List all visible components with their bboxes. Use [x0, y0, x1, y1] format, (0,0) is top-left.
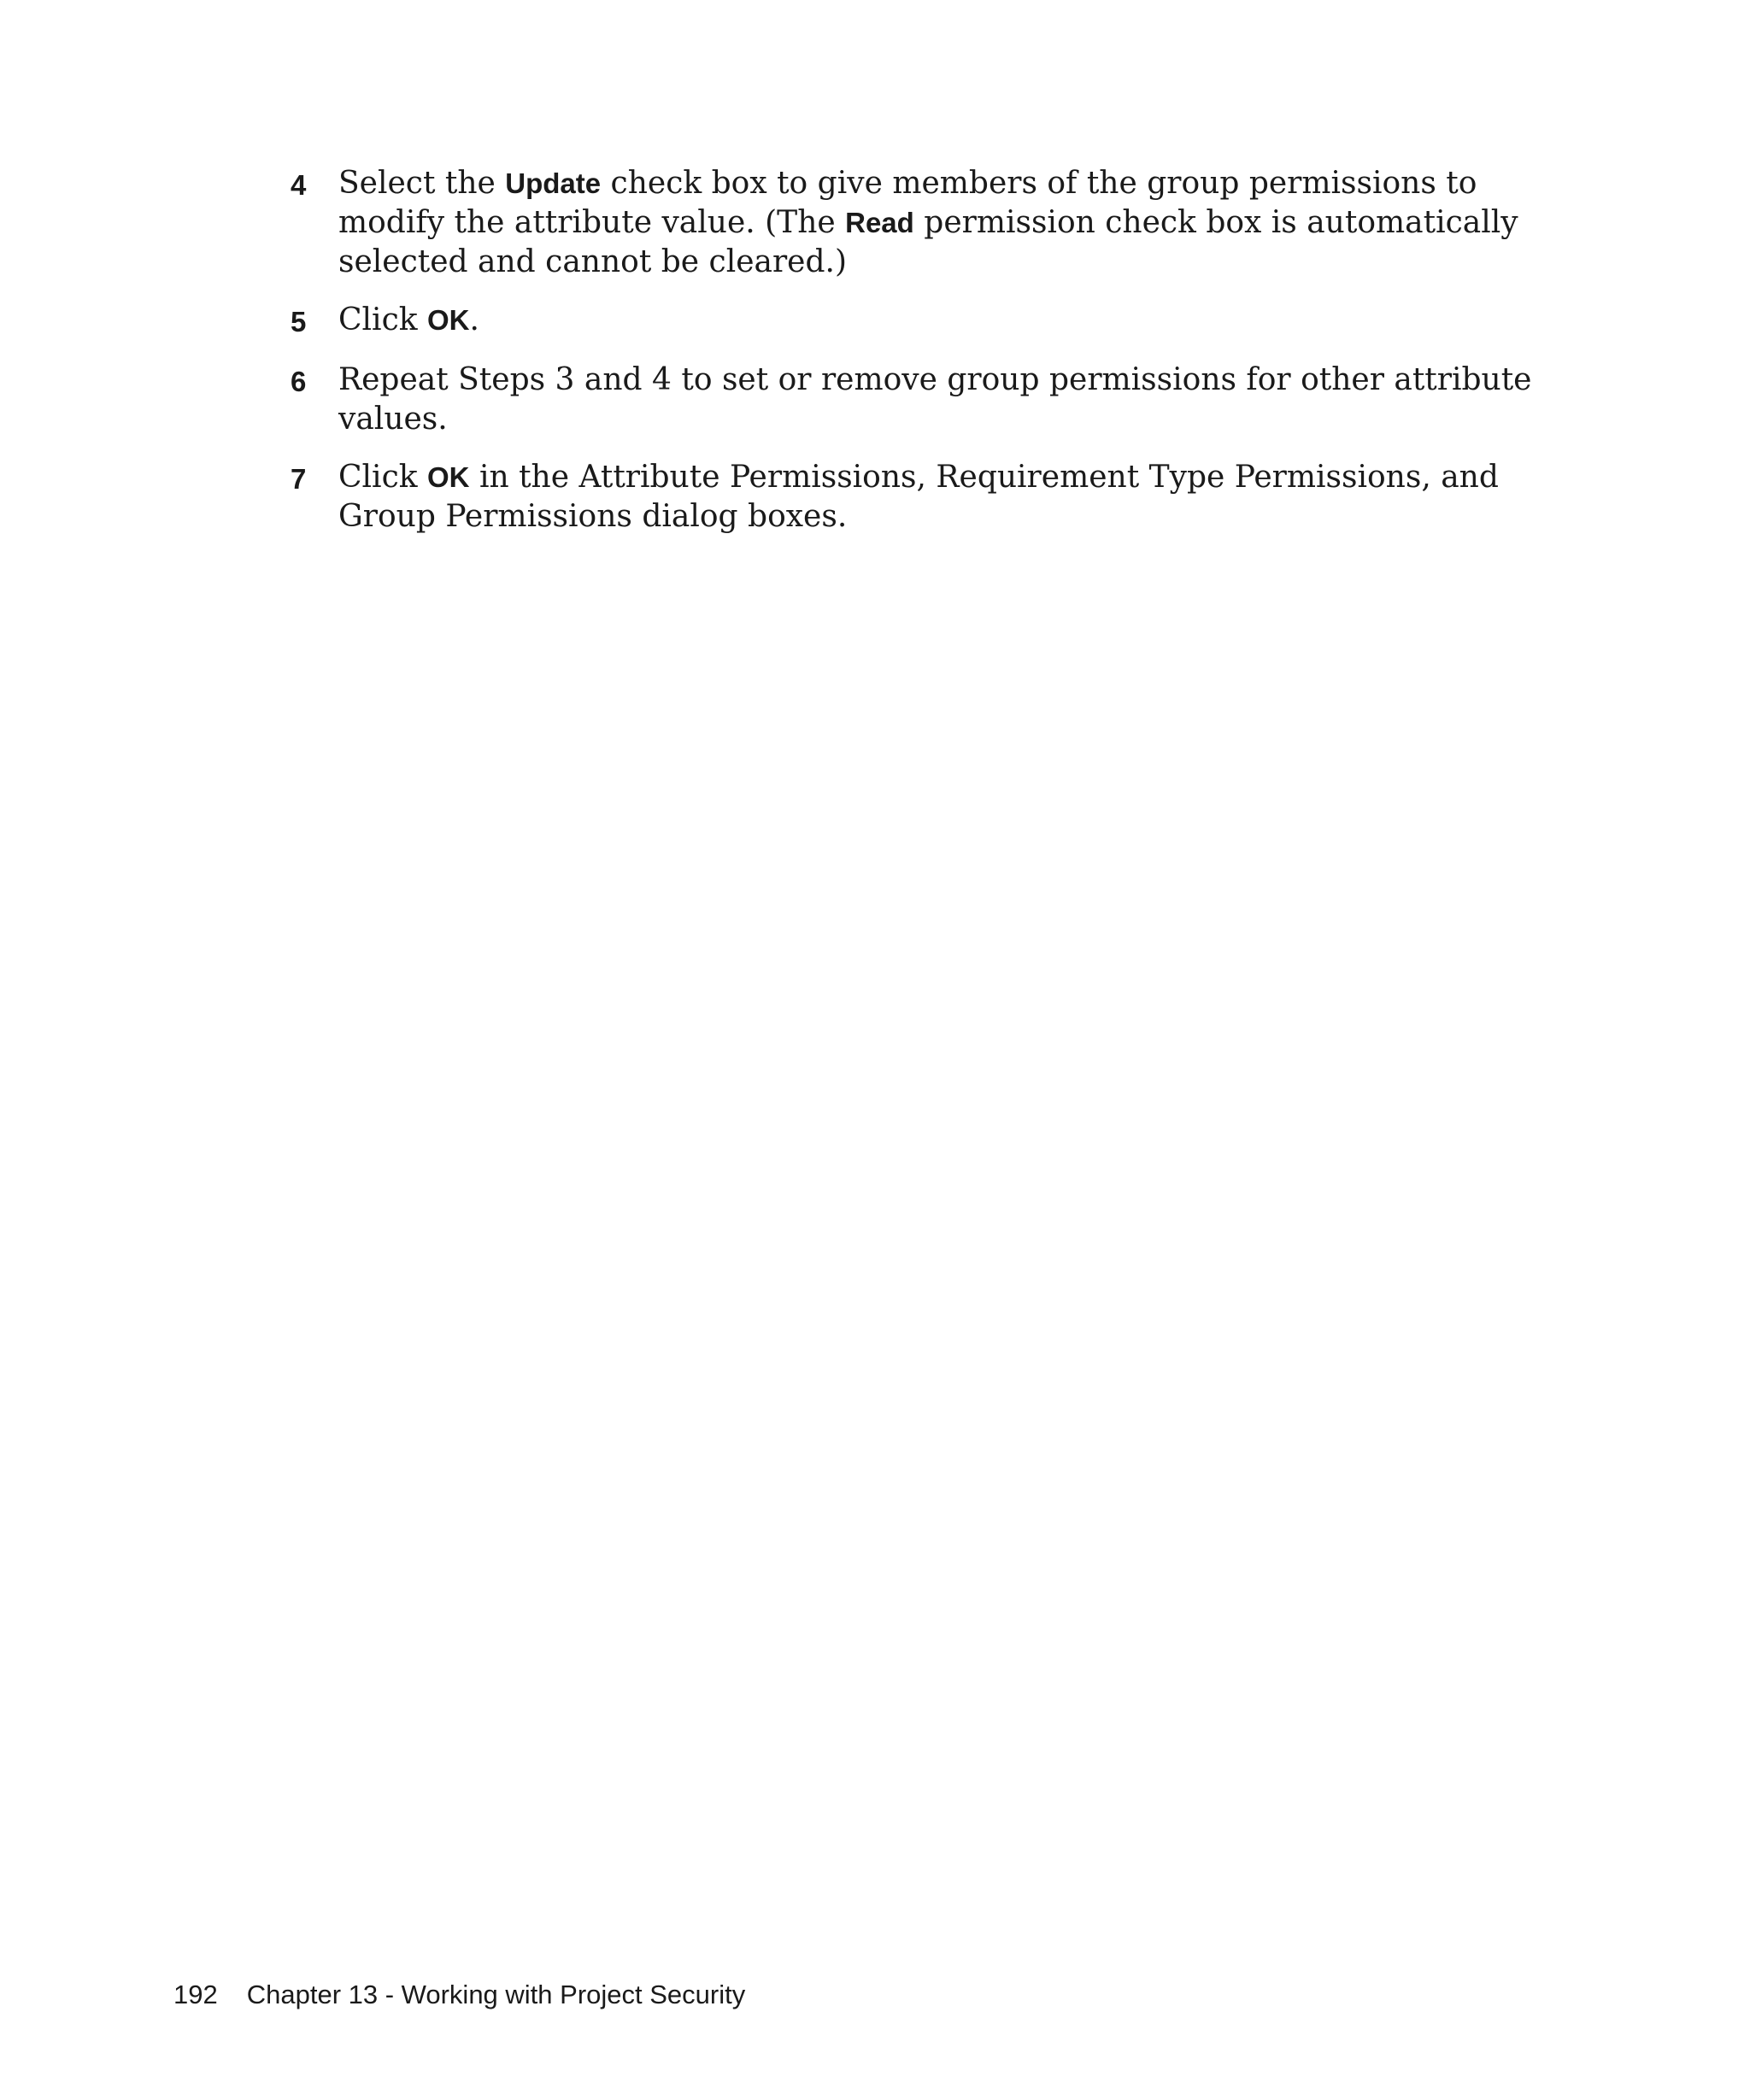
step-text-run: in the Attribute Permissions, Requirement Type Permissions, and Group Permissions dialog boxes. — [338, 460, 1499, 534]
chapter-title: Chapter 13 - Working with Project Security — [246, 1980, 746, 2009]
page-footer — [173, 1978, 745, 2012]
step-text — [338, 458, 1538, 537]
step-text-run: check box to give members of the group permissions to modify the attribute value. (The — [338, 166, 1477, 240]
step-number: 7 — [291, 463, 307, 495]
step-number: 5 — [291, 306, 307, 337]
step-text — [338, 164, 1538, 282]
step-4 — [291, 164, 1538, 282]
procedure-steps — [291, 164, 1538, 555]
step-text-run: Click — [338, 460, 427, 495]
step-text-run: permission check box is automatically selected and cannot be cleared.) — [338, 205, 1518, 279]
ui-label-ok: OK — [427, 304, 470, 336]
step-text-run: Repeat Steps 3 and 4 to set or remove group permissions for other attribute values. — [338, 362, 1532, 437]
step-text-run: . — [469, 302, 479, 337]
step-number: 4 — [291, 169, 307, 201]
step-text — [338, 361, 1538, 439]
step-text-run: Click — [338, 302, 427, 337]
ui-label-read: Read — [845, 207, 914, 238]
step-text — [338, 301, 1538, 340]
step-5 — [291, 301, 1538, 342]
ui-label-update: Update — [505, 167, 602, 199]
step-6 — [291, 361, 1538, 439]
ui-label-ok: OK — [427, 461, 470, 493]
step-number: 6 — [291, 366, 307, 397]
step-text-run: Select the — [338, 166, 506, 201]
page-number: 192 — [173, 1980, 218, 2009]
step-7 — [291, 458, 1538, 537]
